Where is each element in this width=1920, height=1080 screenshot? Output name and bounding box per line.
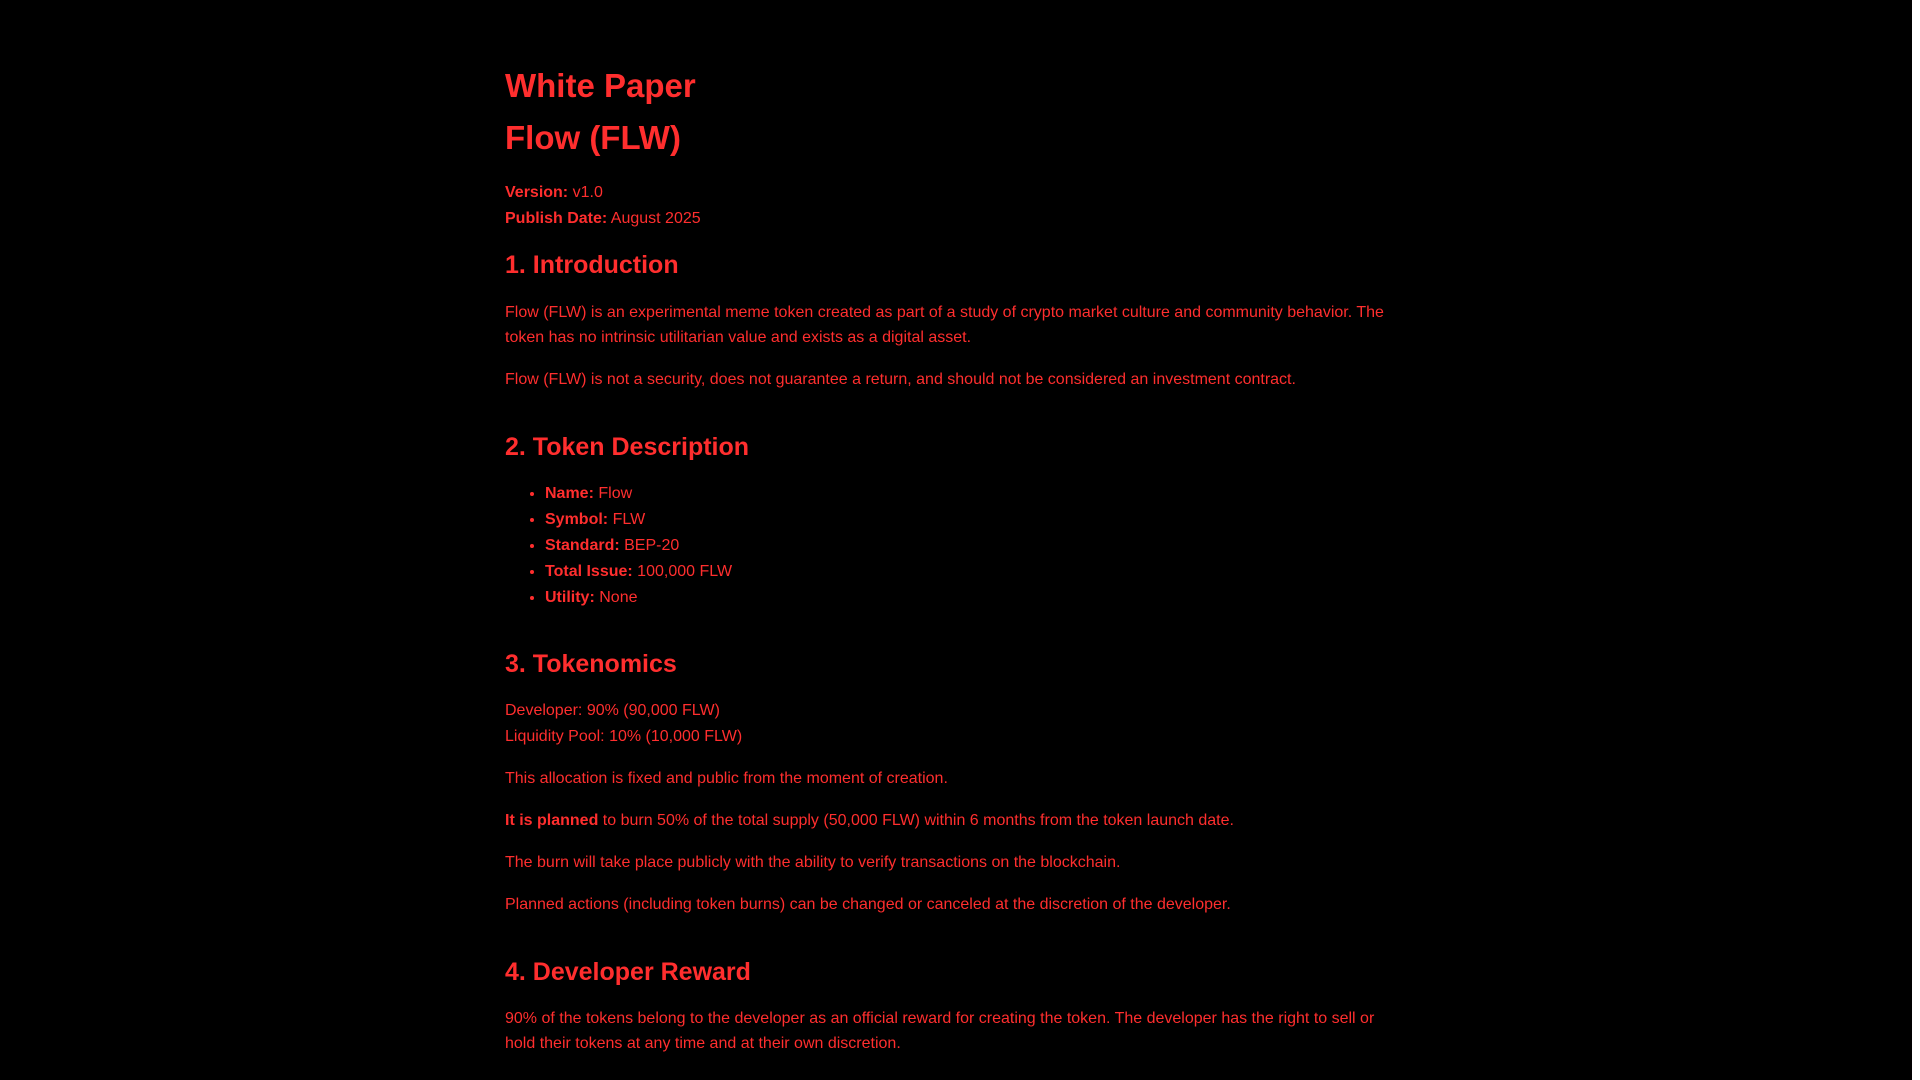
scrollbar[interactable] [1912, 0, 1920, 1080]
publish-date-label: Publish Date: [505, 210, 608, 227]
document-body [505, 0, 1405, 1056]
item-label: Symbol: [545, 511, 609, 528]
item-value: FLW [612, 511, 646, 528]
tokenomics-paragraph-1: This allocation is fixed and public from the moment of creation. [505, 770, 948, 787]
item-value: Flow [598, 485, 633, 502]
section-heading-tokenomics: 3. Tokenomics [505, 650, 677, 678]
version-label: Version: [505, 184, 569, 201]
item-label: Standard: [545, 537, 620, 554]
item-value: BEP-20 [624, 537, 680, 554]
item-label: Total Issue: [545, 563, 633, 580]
item-value: None [599, 589, 638, 606]
allocation-block [505, 698, 1405, 750]
tokenomics-paragraph-4: Planned actions (including token burns) can be changed or canceled at the discretion of the developer. [505, 896, 1231, 913]
section-heading-token-description: 2. Token Description [505, 433, 750, 461]
item-label: Utility: [545, 589, 595, 606]
item-value: 100,000 FLW [637, 563, 733, 580]
reward-paragraph-1: 90% of the tokens belong to the developer as an official reward for creating the token. The developer has the right to sell or hold their tokens at any time and at their own discretion. [505, 1010, 1375, 1052]
planned-rest: to burn 50% of the total supply (50,000 FLW) within 6 months from the token launch date. [598, 812, 1234, 829]
tokenomics-paragraph-2 [505, 808, 1405, 833]
version-line [505, 180, 1405, 206]
version-value: v1.0 [572, 184, 603, 201]
doc-title: White Paper [505, 67, 696, 104]
list-item [545, 585, 1405, 611]
section-heading-developer-reward: 4. Developer Reward [505, 958, 751, 986]
doc-meta [505, 180, 1405, 232]
publish-date-value: August 2025 [610, 210, 701, 227]
allocation-liquidity: Liquidity Pool: 10% (10,000 FLW) [505, 728, 743, 745]
item-label: Name: [545, 485, 594, 502]
section-heading-introduction: 1. Introduction [505, 251, 679, 279]
intro-paragraph-2: Flow (FLW) is not a security, does not guarantee a return, and should not be considered an investment contract. [505, 371, 1296, 388]
planned-emphasis: It is planned [505, 812, 599, 829]
list-item [545, 533, 1405, 559]
allocation-developer: Developer: 90% (90,000 FLW) [505, 702, 720, 719]
intro-paragraph-1: Flow (FLW) is an experimental meme token created as part of a study of crypto market culture and community behavior. The token has no intrinsic utilitarian value and exists as a digital asset. [505, 304, 1384, 346]
list-item [545, 481, 1405, 507]
token-description-list [505, 481, 1405, 611]
doc-subtitle: Flow (FLW) [505, 119, 681, 156]
tokenomics-paragraph-3: The burn will take place publicly with the ability to verify transactions on the blockchain. [505, 854, 1121, 871]
list-item [545, 507, 1405, 533]
list-item [545, 559, 1405, 585]
publish-date-line [505, 206, 1405, 232]
